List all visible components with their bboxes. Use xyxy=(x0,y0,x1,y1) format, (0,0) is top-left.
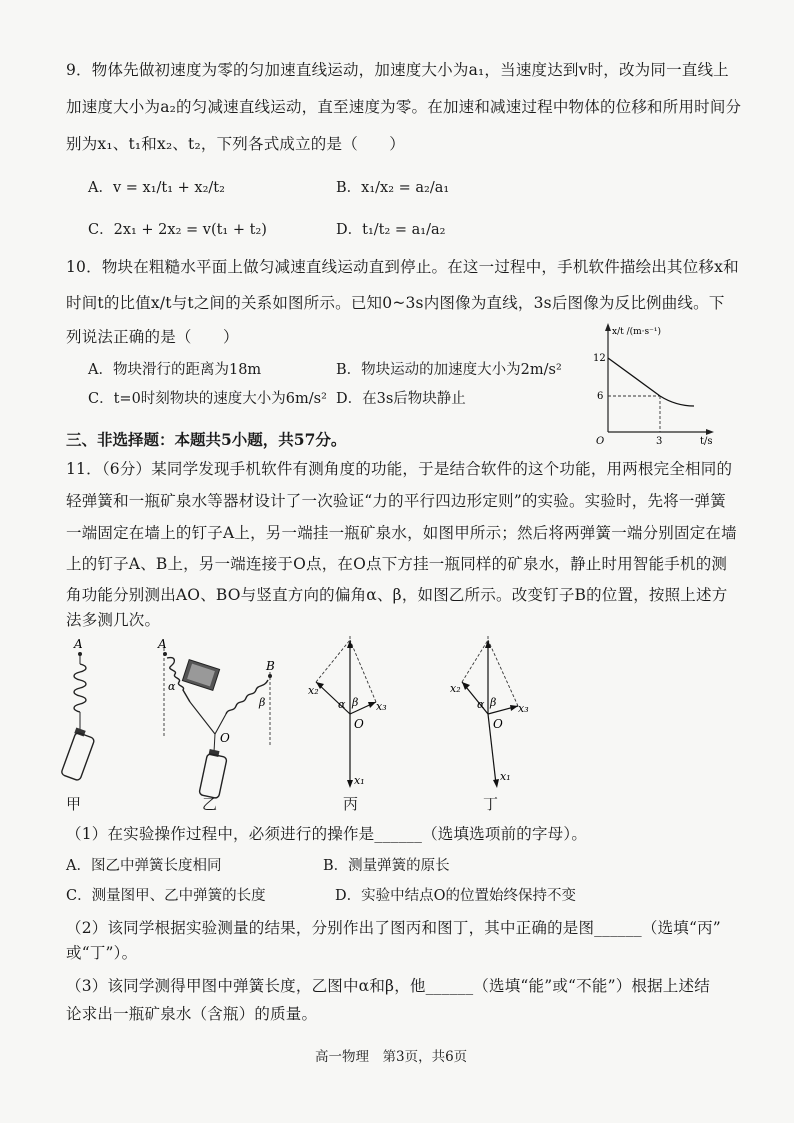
q9-line2: 加速度大小为a₂的匀减速直线运动，直至速度为零。在加速和减速过程中物体的位移和所用时间分 xyxy=(66,98,742,116)
ding-x2-head xyxy=(462,682,470,690)
ding-x3-label: x₃ xyxy=(518,702,529,715)
q11-line1: 11．（6分）某同学发现手机软件有测角度的功能，于是结合软件的这个功能，用两根完全相同的 xyxy=(66,460,733,478)
q10-option-d: D．在3s后物块静止 xyxy=(336,391,466,407)
q11-line4: 上的钉子A、B上，另一端连接于O点，在O点下方挂一瓶同样的矿泉水，静止时用智能手机的测 xyxy=(66,555,728,573)
yi-nail-B xyxy=(268,674,272,678)
page-footer: 高一物理 第3页，共6页 xyxy=(315,1049,468,1065)
bing-x3-label: x₃ xyxy=(376,700,387,713)
yi-label-O: O xyxy=(220,731,230,745)
bing-x1-label: x₁ xyxy=(354,774,365,787)
section3-title: 三、非选择题：本题共5小题，共57分。 xyxy=(66,430,347,449)
graph-linear-segment xyxy=(608,358,660,396)
figure-jia xyxy=(60,636,110,806)
q11-sub3-line1: （3）该同学测得甲图中弹簧长度，乙图中α和β，他______（选填“能”或“不能”）根据上述结 xyxy=(66,977,710,995)
q11-sub1-option-b: B．测量弹簧的原长 xyxy=(323,858,450,874)
ding-x3-head xyxy=(510,705,518,711)
q11-line5: 角功能分别测出AO、BO与竖直方向的偏角α、β，如图乙所示。改变钉子B的位置，按照上述方 xyxy=(66,586,728,604)
bing-x3-dash xyxy=(350,640,376,702)
q10-option-b: B．物块运动的加速度大小为2m/s² xyxy=(336,362,562,378)
bing-x3-head xyxy=(368,702,376,708)
q11-line6: 法多测几次。 xyxy=(66,611,161,629)
jia-spring xyxy=(74,664,86,712)
yi-nail-A xyxy=(163,652,167,656)
figure-ding xyxy=(440,636,540,796)
q9-option-a: A．v = x₁/t₁ + x₂/t₂ xyxy=(88,180,225,196)
q11-sub1-option-a: A．图乙中弹簧长度相同 xyxy=(66,858,222,874)
graph-x-label: t/s xyxy=(700,436,713,447)
graph-y-arrow xyxy=(605,323,611,331)
bing-label-O: O xyxy=(354,717,364,731)
bing-x2-label: x₂ xyxy=(308,684,319,697)
caption-jia: 甲 xyxy=(66,795,82,813)
ding-alpha: α xyxy=(477,698,485,711)
q11-sub2-line1: （2）该同学根据实验测量的结果，分别作出了图丙和图丁，其中正确的是图______（选填“丙” xyxy=(66,919,721,937)
yi-bottle xyxy=(199,753,227,798)
q11-sub1: （1）在实验操作过程中，必须进行的操作是______（选填选项前的字母）。 xyxy=(66,825,588,843)
graph-y-tick-6: 6 xyxy=(597,391,604,402)
figure-yi xyxy=(150,634,290,804)
yi-beta: β xyxy=(259,696,266,709)
q10-graph xyxy=(590,320,720,445)
q9-option-d: D．t₁/t₂ = a₁/a₂ xyxy=(336,222,446,238)
q11-line3: 一端固定在墙上的钉子A上，另一端挂一瓶矿泉水，如图甲所示；然后将两弹簧一端分别固定在墙 xyxy=(66,524,737,542)
q11-sub1-option-c: C．测量图甲、乙中弹簧的长度 xyxy=(66,888,266,904)
yi-hanging-string xyxy=(214,734,215,752)
bing-beta: β xyxy=(352,696,359,709)
q10-option-c: C．t=0时刻物块的速度大小为6m/s² xyxy=(88,391,327,407)
yi-alpha: α xyxy=(168,680,176,693)
bing-alpha: α xyxy=(338,698,346,711)
figure-bing xyxy=(300,636,400,796)
yi-label-B: B xyxy=(266,659,275,673)
ding-beta: β xyxy=(490,696,497,709)
q10-option-a: A．物块滑行的距离为18m xyxy=(88,362,262,378)
yi-string-AO xyxy=(190,702,215,734)
q9-line1: 9．物体先做初速度为零的匀加速直线运动，加速度大小为a₁，当速度达到v时，改为同一直线上 xyxy=(66,61,729,79)
caption-yi: 乙 xyxy=(202,795,218,813)
ding-x1-head xyxy=(493,779,499,788)
q11-sub1-option-d: D．实验中结点O的位置始终保持不变 xyxy=(335,888,577,904)
ding-x2-dash xyxy=(462,640,488,682)
q11-sub2-line2: 或“丁”）。 xyxy=(66,944,138,962)
jia-bottle xyxy=(61,732,95,781)
ding-x2-label: x₂ xyxy=(450,682,461,695)
q11-line2: 轻弹簧和一瓶矿泉水等器材设计了一次验证“力的平行四边形定则”的实验。实验时，先将一弹簧 xyxy=(66,492,726,510)
q9-option-c: C．2x₁ + 2x₂ = v(t₁ + t₂) xyxy=(88,222,267,238)
graph-x-tick-3: 3 xyxy=(656,436,663,447)
q9-line3: 别为x₁、t₁和x₂、t₂，下列各式成立的是（ ） xyxy=(66,135,405,153)
q10-line3: 列说法正确的是（ ） xyxy=(66,328,239,346)
jia-label-A: A xyxy=(74,637,83,651)
q10-line1: 10．物块在粗糙水平面上做匀减速直线运动直到停止。在这一过程中，手机软件描绘出其位移x和 xyxy=(66,258,739,276)
q10-line2: 时间t的比值x/t与t之间的关系如图所示。已知0~3s内图像为直线，3s后图像为反比例曲线。下 xyxy=(66,294,725,312)
yi-label-A: A xyxy=(158,637,167,651)
graph-origin: O xyxy=(596,436,605,447)
bing-x2-dash xyxy=(316,640,350,682)
caption-bing: 丙 xyxy=(343,795,359,813)
ding-label-O: O xyxy=(493,717,503,731)
graph-y-label: x/t /(m·s⁻¹) xyxy=(612,327,662,337)
q11-sub3-line2: 论求出一瓶矿泉水（含瓶）的质量。 xyxy=(66,1005,318,1023)
q9-option-b: B．x₁/x₂ = a₂/a₁ xyxy=(336,180,450,196)
graph-y-tick-12: 12 xyxy=(593,353,606,364)
bing-x1-head xyxy=(347,780,353,788)
graph-inverse-curve xyxy=(660,396,694,406)
graph-x-arrow xyxy=(706,429,714,435)
ding-x1-label: x₁ xyxy=(500,770,511,783)
caption-ding: 丁 xyxy=(483,795,499,813)
